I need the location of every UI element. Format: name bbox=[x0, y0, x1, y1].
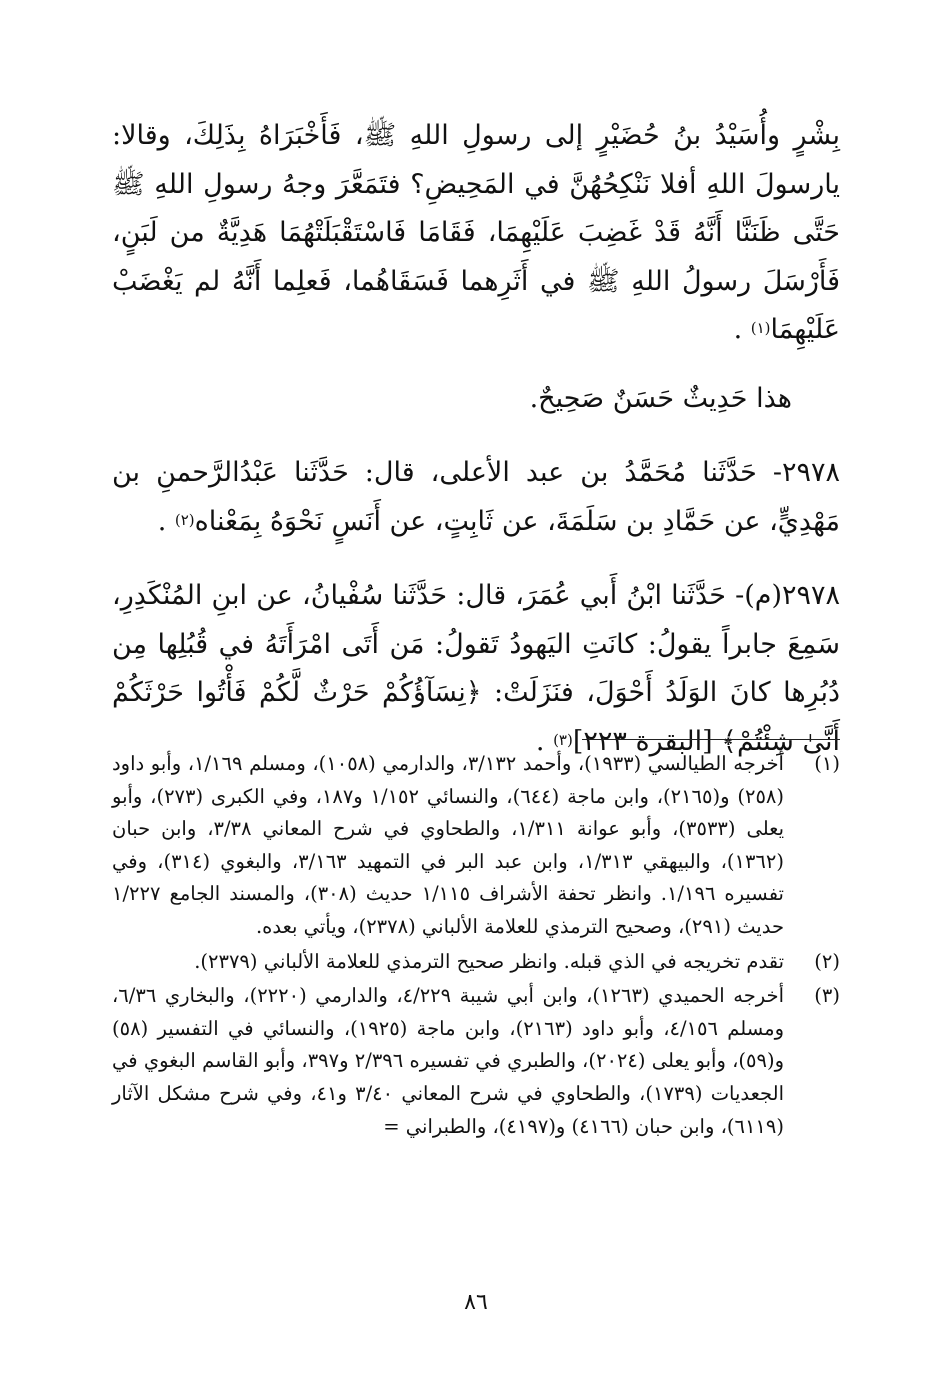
paragraph-text: بِشْرٍ وأُسَيْدُ بنُ حُضَيْرٍ إلى رسولِ اللهِ ﷺ، فَأَخْبَرَاهُ بِذَلِكَ، وقالا: يارسولَ اللهِ أفلا نَنْكِحُهُنَّ في المَحِيضِ؟ فتَمَعَّرَ وجهُ رسولِ اللهِ ﷺ حَتَّى ظَنَنَّا أَنَّهُ قَدْ غَضِبَ عَلَيْهِمَا، فَقَامَا فَاسْتَقْبَلَتْهُمَا هَدِيَّةٌ من لَبَنٍ، فَأَرْسَلَ رسولُ اللهِ ﷺ في أَثَرِهما فَسَقَاهُما، فَعلِما أَنَّهُ لم يَغْضَبْ عَلَيْهِمَا bbox=[112, 120, 840, 345]
hadith-paragraph bbox=[112, 572, 840, 766]
footnote-separator bbox=[582, 739, 840, 740]
footnote-ref: (٣) bbox=[553, 730, 573, 749]
page-number: ٨٦ bbox=[464, 1290, 488, 1315]
footnote-text: تقدم تخريجه في الذي قبله. وانظر صحيح الترمذي للعلامة الألباني (٢٣٧٩). bbox=[194, 949, 784, 973]
grading-text: هذا حَدِيثٌ حَسَنٌ صَحِيحٌ. bbox=[529, 382, 792, 414]
paragraph-end: . bbox=[535, 725, 554, 757]
footnote bbox=[112, 980, 840, 1143]
footnote-text: أخرجه الحميدي (١٢٦٣)، وابن أبي شيبة ٤/٢٢٩، والدارمي (٢٢٢٠)، والبخاري ٦/٣٦، ومسلم ٤/١٥٦، وأبو داود (٢١٦٣)، وابن ماجة (١٩٢٥)، والنسائي في التفسير (٥٨) و(٥٩)، وأبو يعلى (٢٠٢٤)، والطبري في تفسيره ٢/٣٩٦ و٣٩٧، وأبو القاسم البغوي في الجعديات (١٧٣٩)، والطحاوي في شرح المعاني ٣/٤٠ و٤١، وفي شرح مشكل الآثار (٦١١٩)، وابن حبان (٤١٦٦) و(٤١٩٧)، والطبراني = bbox=[112, 984, 785, 1138]
footnote-number: (٣) bbox=[814, 984, 840, 1008]
footnote-number: (٢) bbox=[814, 949, 840, 973]
paragraph-end: . bbox=[733, 314, 751, 345]
footnotes bbox=[112, 748, 840, 1143]
paragraph-text: ٢٩٧٨- حَدَّثَنا مُحَمَّدُ بن عبد الأعلى، قال: حَدَّثَنا عَبْدُالرَّحمنِ بن مَهْدِيٍّ، عن حَمَّادِ بن سَلَمَةَ، عن ثَابِتٍ، عن أَنَسٍ نَحْوَهُ بِمَعْناه bbox=[112, 457, 840, 537]
paragraph-end: . bbox=[157, 505, 175, 537]
footnote bbox=[112, 748, 840, 944]
paragraph bbox=[112, 112, 840, 355]
footnote-text: أخرجه الطيالسي (١٩٣٣)، وأحمد ٣/١٣٢، والدارمي (١٠٥٨)، ومسلم ١/١٦٩، وأبو داود (٢٥٨) و(٢١٦٥)، وابن ماجة (٦٤٤)، والنسائي ١/١٥٢ و١٨٧، وفي الكبرى (٢٧٣)، وأبو يعلى (٣٥٣٣)، وأبو عوانة ١/٣١١، والطحاوي في شرح المعاني ٣/٣٨، وابن حبان (١٣٦٢)، والبيهقي ١/٣١٣، وابن عبد البر في التمهيد ٣/١٦٣، والبغوي (٣١٤)، وفي تفسيره ١/١٩٦. وانظر تحفة الأشراف ١/١١٥ حديث (٣٠٨)، والمسند الجامع ١/٢٢٧ حديث (٢٩١)، وصحيح الترمذي للعلامة الألباني (٢٣٧٨)، ويأتي بعده. bbox=[112, 752, 785, 938]
footnote-ref: (٢) bbox=[174, 510, 195, 529]
hadith-paragraph bbox=[112, 449, 840, 546]
footnote bbox=[112, 946, 840, 979]
paragraph-text: ٢٩٧٨(م)- حَدَّثَنا ابْنُ أَبي عُمَرَ، قال: حَدَّثَنا سُفْيانُ، عن ابنِ المُنْكَدِرِ، سَمِعَ جابراً يقولُ: كانَتِ اليَهودُ تَقولُ: مَن أَتَى امْرَأَتَهُ في قُبُلِها مِن دُبُرِها كانَ الوَلَدُ أَحْوَلَ، فنَزَلَتْ: ﴿نِسَآؤُكُمْ حَرْثٌ لَّكُمْ فَأْتُوا حَرْثَكُمْ أَنَّىٰ شِئْتُمْ﴾ [البقرة ٢٢٣] bbox=[112, 580, 840, 757]
footnote-number: (١) bbox=[814, 752, 840, 775]
hadith-grading bbox=[112, 375, 840, 424]
footnote-ref: (١) bbox=[750, 319, 771, 337]
main-text bbox=[112, 112, 840, 766]
